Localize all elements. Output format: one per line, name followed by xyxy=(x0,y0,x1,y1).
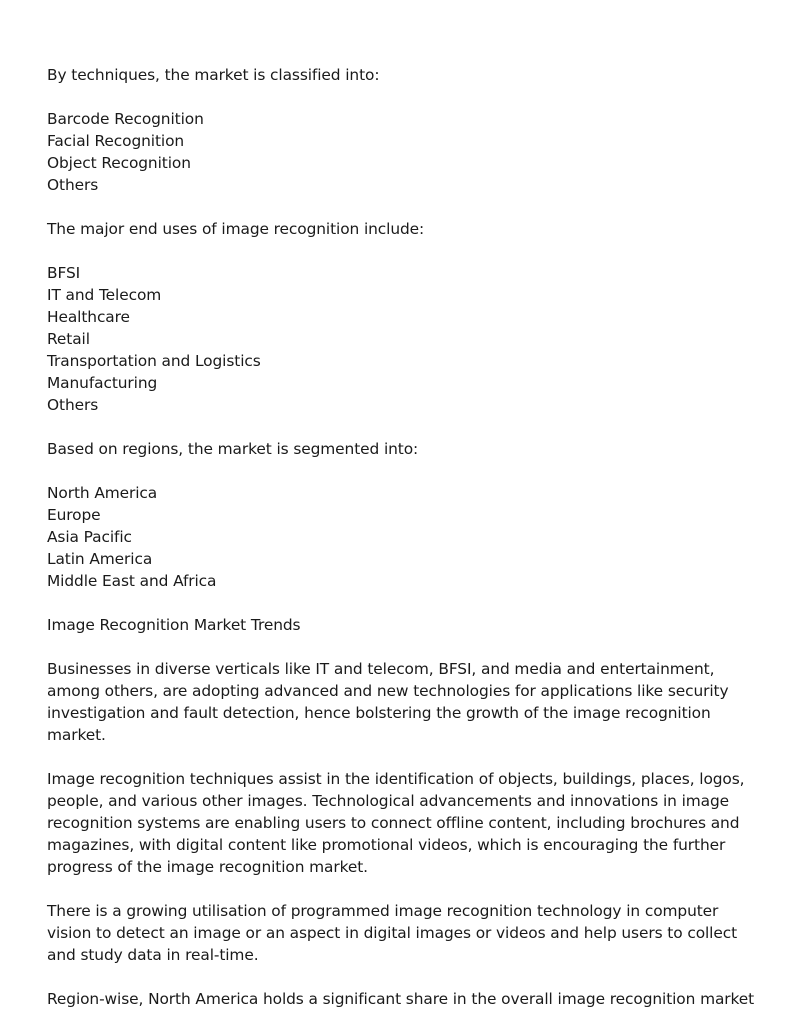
end-uses-intro: The major end uses of image recognition include: xyxy=(47,220,425,238)
trends-paragraph: Businesses in diverse verticals like IT and telecom, BFSI, and media and entertainment, among others, are adopting advanced and new technologies for applications like security investigation and fault detection, hence bolstering the growth of the image recognition market. xyxy=(47,660,729,744)
document-page xyxy=(47,64,767,1010)
list-item: BFSI xyxy=(47,264,81,282)
list-item: Retail xyxy=(47,330,90,348)
list-item: Manufacturing xyxy=(47,374,158,392)
list-item: Others xyxy=(47,176,99,194)
list-item: IT and Telecom xyxy=(47,286,162,304)
list-item: Healthcare xyxy=(47,308,130,326)
regions-intro: Based on regions, the market is segmented into: xyxy=(47,440,419,458)
trends-paragraph: Region-wise, North America holds a significant share in the overall image recognition market xyxy=(47,990,755,1008)
list-item: Middle East and Africa xyxy=(47,572,217,590)
list-item: Transportation and Logistics xyxy=(47,352,261,370)
techniques-list xyxy=(47,108,767,196)
end-uses-list xyxy=(47,262,767,416)
list-item: Latin America xyxy=(47,550,153,568)
trends-heading: Image Recognition Market Trends xyxy=(47,616,301,634)
list-item: Asia Pacific xyxy=(47,528,132,546)
techniques-intro: By techniques, the market is classified into: xyxy=(47,66,380,84)
list-item: Barcode Recognition xyxy=(47,110,204,128)
list-item: Object Recognition xyxy=(47,154,191,172)
list-item: Facial Recognition xyxy=(47,132,185,150)
trends-paragraph: Image recognition techniques assist in the identification of objects, buildings, places, logos, people, and various other images. Technological advancements and innovations in image recognition systems are enabling users to connect offline content, including brochures and magazines, with digital content like promotional videos, which is encouraging the further progress of the image recognition market. xyxy=(47,770,745,876)
regions-list xyxy=(47,482,767,592)
list-item: Europe xyxy=(47,506,101,524)
trends-paragraph: There is a growing utilisation of programmed image recognition technology in computer vision to detect an image or an aspect in digital images or videos and help users to collect and study data in real-time. xyxy=(47,902,738,964)
list-item: North America xyxy=(47,484,158,502)
list-item: Others xyxy=(47,396,99,414)
